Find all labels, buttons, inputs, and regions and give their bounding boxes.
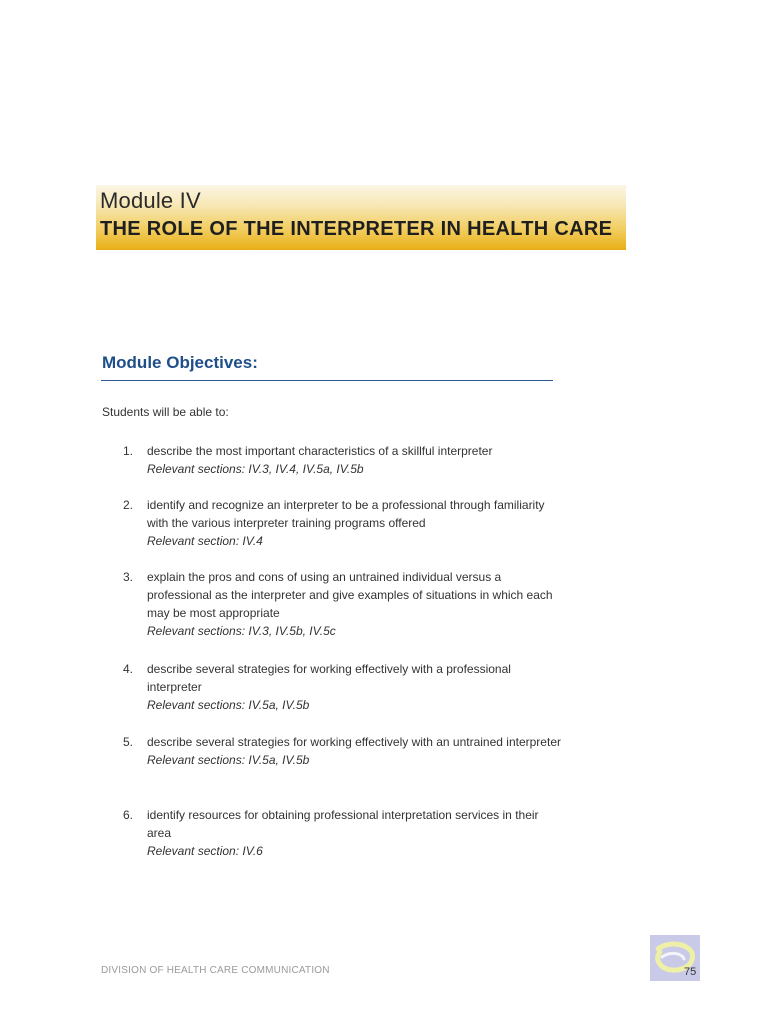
objective-relevant-sections: Relevant sections: IV.5a, IV.5b xyxy=(147,753,310,767)
objective-item xyxy=(123,442,563,478)
objective-relevant-sections: Relevant sections: IV.3, IV.4, IV.5a, IV.5b xyxy=(147,462,364,476)
objective-number: 2. xyxy=(123,498,134,512)
objectives-heading: Module Objectives: xyxy=(102,353,258,372)
module-label: Module IV xyxy=(100,188,201,213)
heading-divider xyxy=(101,380,553,381)
objective-relevant-sections: Relevant section: IV.6 xyxy=(147,844,263,858)
objective-number: 6. xyxy=(123,808,134,822)
objective-relevant-sections: Relevant sections: IV.5a, IV.5b xyxy=(147,698,310,712)
objective-relevant-sections: Relevant section: IV.4 xyxy=(147,534,263,548)
objective-number: 4. xyxy=(123,662,134,676)
objective-text: describe several strategies for working effectively with an untrained interpreter xyxy=(147,735,561,749)
objective-item xyxy=(123,806,563,860)
objective-text: identify resources for obtaining professional interpretation services in their area xyxy=(147,808,539,840)
objective-text: describe the most important characteristics of a skillful interpreter xyxy=(147,444,493,458)
objective-relevant-sections: Relevant sections: IV.3, IV.5b, IV.5c xyxy=(147,624,336,638)
objective-number: 5. xyxy=(123,735,134,749)
page-number: 75 xyxy=(684,966,697,978)
objective-text: explain the pros and cons of using an untrained individual versus a professional as the interpreter and give examples of situations in which each may be most appropriate xyxy=(147,570,553,620)
module-title: THE ROLE OF THE INTERPRETER IN HEALTH CARE xyxy=(100,218,613,240)
objective-item xyxy=(123,733,563,769)
objective-item xyxy=(123,660,563,714)
footer-division: DIVISION OF HEALTH CARE COMMUNICATION xyxy=(101,965,330,976)
objective-item xyxy=(123,568,563,640)
objective-number: 3. xyxy=(123,570,134,584)
objective-number: 1. xyxy=(123,444,134,458)
objective-text: describe several strategies for working effectively with a professional interpreter xyxy=(147,662,511,694)
objective-text: identify and recognize an interpreter to be a professional through familiarity with the various interpreter training programs offered xyxy=(147,498,545,530)
objective-item xyxy=(123,496,563,550)
objectives-intro: Students will be able to: xyxy=(102,405,229,419)
